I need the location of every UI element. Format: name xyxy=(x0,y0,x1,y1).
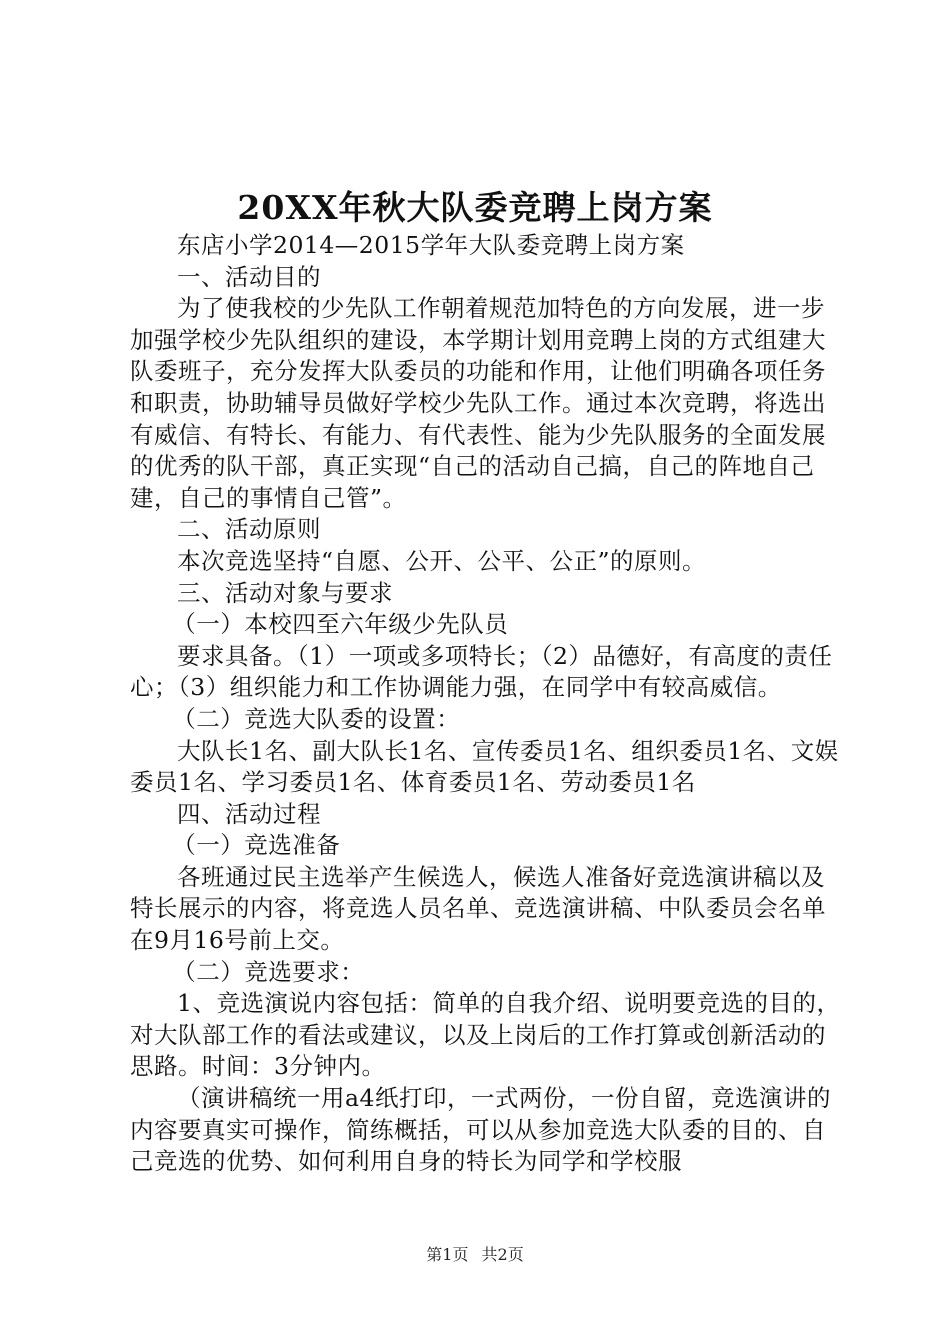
subheading-positions: （二）竞选大队委的设置： xyxy=(172,704,461,733)
page-footer xyxy=(0,1243,950,1267)
paragraph-speech-format: （演讲稿统一用a4纸打印，一式两份，一份自留，竞选演讲的内容要真实可操作，简练概括，可以从参加竞选大队委的目的、自己竞选的优势、如何利用自身的特长为同学和学校服 xyxy=(130,1084,831,1176)
heading-target-requirements: 三、活动对象与要求 xyxy=(177,578,393,607)
paragraph-principle: 本次竞选坚持“自愿、公开、公平、公正”的原则。 xyxy=(177,546,707,575)
subheading-election-requirements: （二）竞选要求： xyxy=(172,957,365,986)
document-title: 20XX年秋大队委竞聘上岗方案 xyxy=(237,188,713,227)
paragraph-positions: 大队长1名、副大队长1名、宣传委员1名、组织委员1名、文娱委员1名、学习委员1名、体育委员1名、劳动委员1名 xyxy=(130,736,839,797)
paragraph-preparation: 各班通过民主选举产生候选人，候选人准备好竞选演讲稿以及特长展示的内容，将竞选人员名单、竞选演讲稿、中队委员会名单在9月16号前上交。 xyxy=(130,862,826,955)
paragraph-requirements: 要求具备。（1）一项或多项特长；（2）品德好，有高度的责任心；（3）组织能力和工作协调能力强，在同学中有较高威信。 xyxy=(130,641,833,702)
heading-activity-purpose: 一、活动目的 xyxy=(177,262,321,291)
paragraph-speech-content: 1、竞选演说内容包括：简单的自我介绍、说明要竞选的目的，对大队部工作的看法或建议，以及上岗后的工作打算或创新活动的思路。时间：3分钟内。 xyxy=(130,989,841,1081)
page-number: 第1页 xyxy=(426,1245,469,1264)
paragraph-school-plan: 东店小学2014—2015学年大队委竞聘上岗方案 xyxy=(177,231,685,259)
heading-activity-process: 四、活动过程 xyxy=(177,799,321,828)
page-total: 共2页 xyxy=(481,1245,524,1264)
heading-activity-principle: 二、活动原则 xyxy=(177,515,321,544)
document-body xyxy=(130,230,842,1178)
paragraph-purpose: 为了使我校的少先队工作朝着规范加特色的方向发展，进一步加强学校少先队组织的建设，本学期计划用竞聘上岗的方式组建大队委班子，充分发挥大队委员的功能和作用，让他们明确各项任务和职责，协助辅导员做好学校少先队工作。通过本次竞聘，将选出有威信、有特长、有能力、有代表性、能为少先队服务的全面发展的优秀的队干部，真正实现“自己的活动自己搞，自己的阵地自己建，自己的事情自己管”。 xyxy=(130,294,826,512)
subheading-preparation: （一）竞选准备 xyxy=(172,831,341,860)
subheading-target: （一）本校四至六年级少先队员 xyxy=(172,610,509,639)
